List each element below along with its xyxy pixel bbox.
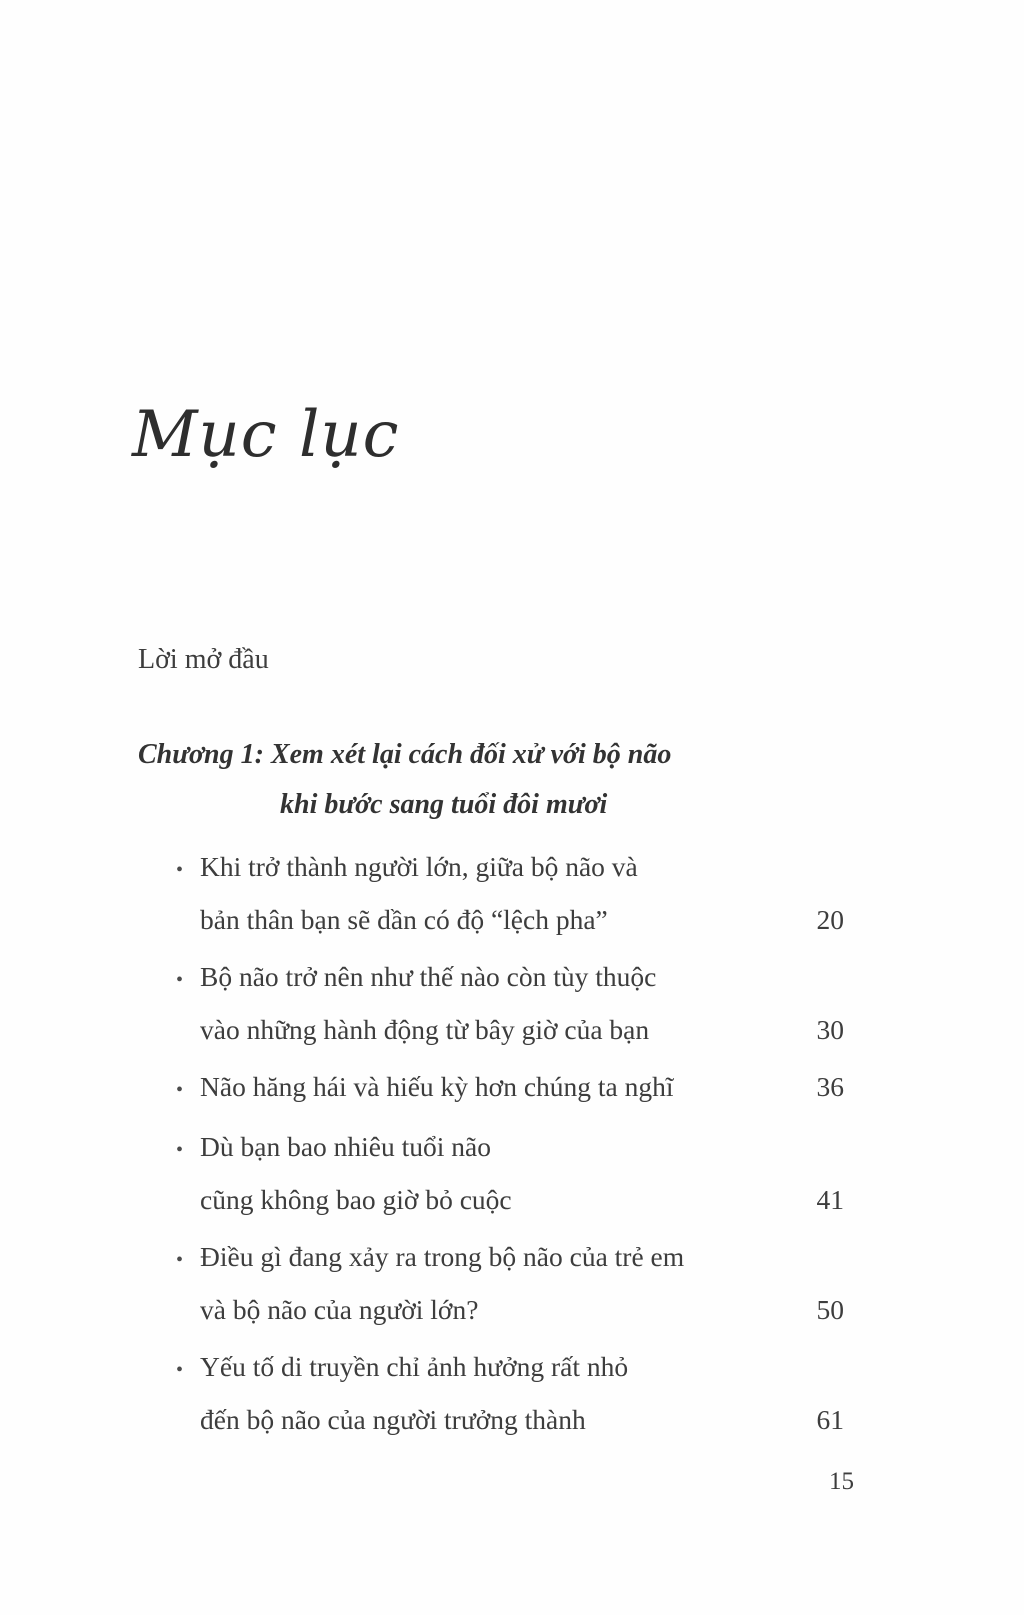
toc-list — [138, 842, 844, 1452]
toc-item-text: vào những hành động từ bây giờ của bạn — [200, 1014, 650, 1045]
chapter-heading-line1: Chương 1: Xem xét lại cách đối xử với bộ não — [138, 739, 672, 770]
toc-item-line — [138, 1395, 844, 1445]
toc-item-line — [138, 1342, 844, 1395]
toc-item-line — [138, 1062, 844, 1115]
toc-item-text: Bộ não trở nên như thế nào còn tùy thuộc — [200, 961, 657, 992]
toc-item — [138, 1122, 844, 1225]
toc-item-line — [138, 842, 844, 895]
toc-item — [138, 1232, 844, 1335]
toc-item — [138, 1062, 844, 1115]
toc-item-page-number: 41 — [816, 1184, 844, 1215]
bullet-icon: • — [176, 859, 184, 881]
toc-item-line — [138, 1005, 844, 1055]
toc-item-text: bản thân bạn sẽ dần có độ “lệch pha” — [200, 904, 608, 935]
toc-item-page-number: 36 — [816, 1071, 844, 1102]
toc-item-line — [138, 1175, 844, 1225]
toc-item — [138, 952, 844, 1055]
toc-item-line — [138, 895, 844, 945]
chapter-heading-line2: khi bước sang tuổi đôi mươi — [280, 789, 608, 820]
toc-item-text: Yếu tố di truyền chỉ ảnh hưởng rất nhỏ — [200, 1351, 629, 1382]
bullet-icon: • — [176, 1359, 184, 1381]
toc-item-line — [138, 1285, 844, 1335]
bullet-icon: • — [176, 1249, 184, 1271]
toc-preface: Lời mở đầu — [138, 644, 269, 675]
toc-item-text: cũng không bao giờ bỏ cuộc — [200, 1184, 512, 1215]
toc-item-page-number: 20 — [816, 904, 844, 935]
bullet-icon: • — [176, 969, 184, 991]
toc-item-page-number: 30 — [816, 1014, 844, 1045]
page-title: Mục lục — [132, 398, 400, 472]
footer-page-number: 15 — [829, 1468, 854, 1495]
toc-item-line — [138, 952, 844, 1005]
bullet-icon: • — [176, 1079, 184, 1101]
toc-item-text: Điều gì đang xảy ra trong bộ não của trẻ em — [200, 1241, 685, 1272]
toc-item-line — [138, 1232, 844, 1285]
toc-item — [138, 842, 844, 945]
toc-item-line — [138, 1122, 844, 1175]
toc-item — [138, 1342, 844, 1445]
toc-item-page-number: 50 — [816, 1294, 844, 1325]
toc-item-text: Dù bạn bao nhiêu tuổi não — [200, 1131, 491, 1162]
toc-item-page-number: 61 — [816, 1404, 844, 1435]
bullet-icon: • — [176, 1139, 184, 1161]
toc-item-text: đến bộ não của người trưởng thành — [200, 1404, 586, 1435]
toc-item-text: và bộ não của người lớn? — [200, 1294, 479, 1325]
chapter-heading — [138, 730, 842, 830]
toc-item-text: Não hăng hái và hiếu kỳ hơn chúng ta nghĩ — [200, 1071, 674, 1102]
toc-item-text: Khi trở thành người lớn, giữa bộ não và — [200, 851, 638, 882]
